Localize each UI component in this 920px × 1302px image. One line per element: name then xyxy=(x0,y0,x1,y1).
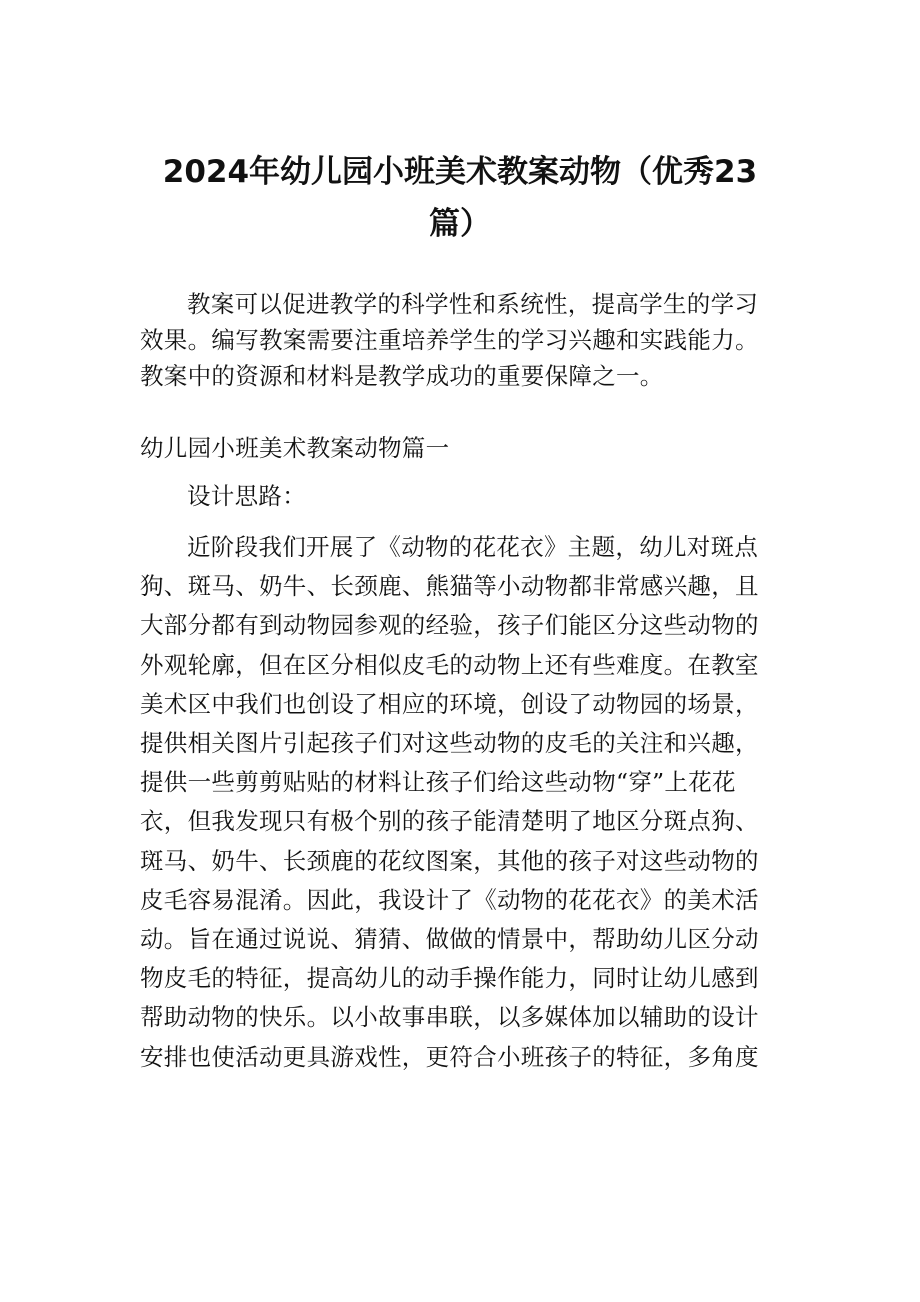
paragraph-line: 提供一些剪剪贴贴的材料让孩子们给这些动物“穿”上花花 xyxy=(140,768,736,797)
intro-paragraph xyxy=(140,286,790,394)
paragraph-line: 帮助动物的快乐。以小故事串联，以多媒体加以辅助的设计 xyxy=(140,1003,759,1032)
paragraph-line: 近阶段我们开展了《动物的花花衣》主题，幼儿对斑点 xyxy=(187,533,759,561)
intro-line: 效果。编写教案需要注重培养学生的学习兴趣和实践能力。 xyxy=(140,326,759,354)
design-label xyxy=(140,478,790,514)
title-line-2: 篇） xyxy=(429,206,491,242)
paragraph-line: 动。旨在通过说说、猜猜、做做的情景中，帮助幼儿区分动 xyxy=(140,925,759,954)
paragraph-line: 提供相关图片引起孩子们对这些动物的皮毛的关注和兴趣， xyxy=(140,729,759,758)
section-heading-text: 幼儿园小班美术教案动物篇一 xyxy=(140,434,450,462)
paragraph-line: 物皮毛的特征，提高幼儿的动手操作能力，同时让幼儿感到 xyxy=(140,964,759,993)
paragraph-line: 斑马、奶牛、长颈鹿的花纹图案，其他的孩子对这些动物的 xyxy=(140,846,759,875)
intro-line: 教案中的资源和材料是教学成功的重要保障之一。 xyxy=(140,362,664,390)
title-line-1: 2024年幼儿园小班美术教案动物（优秀23 xyxy=(162,154,758,190)
paragraph-line: 皮毛容易混淆。因此，我设计了《动物的花花衣》的美术活 xyxy=(140,885,759,914)
paragraph-line: 大部分都有到动物园参观的经验，孩子们能区分这些动物的 xyxy=(140,611,759,640)
document-title xyxy=(120,146,800,250)
paragraph-line: 安排也使活动更具游戏性，更符合小班孩子的特征，多角度 xyxy=(140,1042,759,1071)
paragraph-line: 衣，但我发现只有极个别的孩子能清楚明了地区分斑点狗、 xyxy=(140,807,759,836)
section-heading xyxy=(140,430,790,466)
paragraph-line: 狗、斑马、奶牛、长颈鹿、熊猫等小动物都非常感兴趣，且 xyxy=(140,572,759,601)
paragraph-line: 外观轮廓，但在区分相似皮毛的动物上还有些难度。在教室 xyxy=(140,650,759,679)
intro-line: 教案可以促进教学的科学性和系统性，提高学生的学习 xyxy=(187,290,759,318)
design-paragraph xyxy=(140,528,790,1077)
paragraph-line: 美术区中我们也创设了相应的环境，创设了动物园的场景， xyxy=(140,689,759,718)
design-label-text: 设计思路： xyxy=(187,482,306,510)
